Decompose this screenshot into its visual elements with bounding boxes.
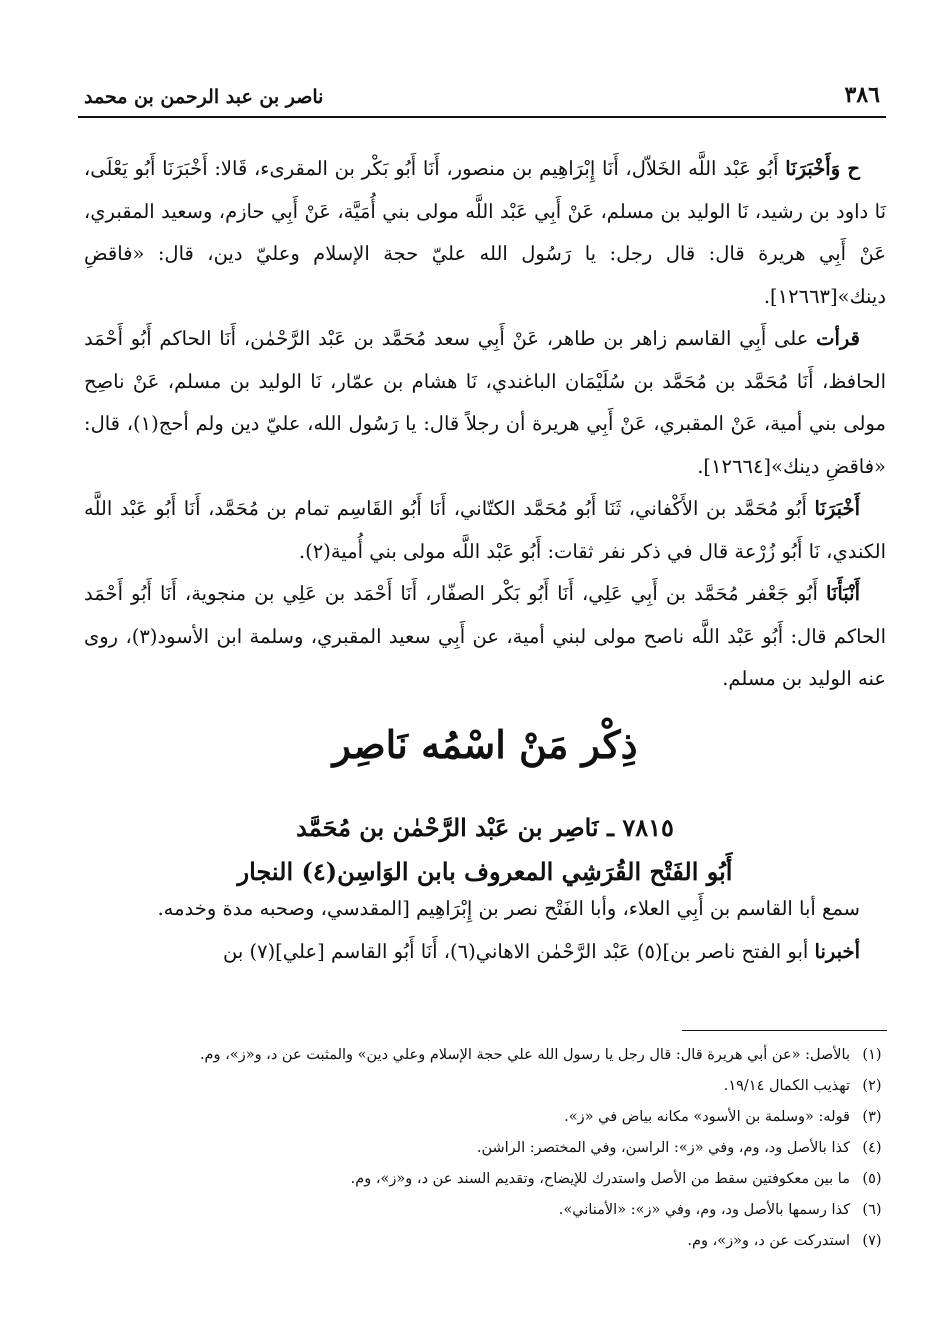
footnote xyxy=(94,1102,886,1133)
footnote-text: كذا بالأصل ود، وم، وفي «ز»: الراسن، وفي المختصر: الراشن. xyxy=(476,1140,850,1156)
footnote-number: (٥) xyxy=(862,1171,882,1187)
paragraph-lead: ح وَأَخْبَرَنَا xyxy=(785,157,860,180)
entry-heading-line2: أَبُو الفَتْح القُرَشِي المعروف بابن الوَاسِن(٤) النجار xyxy=(237,857,733,886)
bio-text: أبو الفتح ناصر بن](٥) عَبْد الرَّحْمٰن الاهاني(٦)، أَنَا أَبُو القاسم [علي](٧) بن xyxy=(223,939,815,963)
paragraph-text: أَبُو جَعْفر مُحَمَّد بن أَبِي عَلِي، أَنَا أَبُو بَكْر الصفّار، أَنَا أَحْمَد بن عَلِي بن منجوية، أَنَا أَبُو أَحْمَد الحاكم قال: أَبُو عَبْد اللَّه ناصح مولى لبني أمية، عن أَبِي سعيد المقبري، وسلمة ابن الأسود(٣)، روى عنه الوليد بن مسلم. xyxy=(84,582,886,690)
paragraph-text: أَبُو مُحَمَّد بن الأَكْفاني، ثَنَا أَبُو مُحَمَّد الكتّاني، أَنَا أَبُو القَاسِم تمام بن مُحَمَّد، أَنَا أَبُو عَبْد اللَّه الكندي، نَا أَبُو زُرْعة قال في ذكر نفر ثقات: أَبُو عَبْد اللَّه مولى بني أُمية(٢). xyxy=(84,497,886,563)
footnote xyxy=(94,1133,886,1164)
footnote xyxy=(94,1195,886,1226)
footnote-text: بالأصل: «عن أبي هريرة قال: قال رجل يا رسول الله علي حجة الإسلام وعلي دين» والمثبت عن د، و«ز»، وم. xyxy=(199,1047,850,1063)
paragraph-lead: أَخْبَرَنَا xyxy=(814,497,860,520)
main-text xyxy=(84,148,886,701)
bio-lead: أخبرنا xyxy=(814,939,860,963)
footnote-text: كذا رسمها بالأصل ود، وم، وفي «ز»: «الأمناني». xyxy=(558,1202,850,1218)
paragraph xyxy=(84,573,886,701)
page-number: ٣٨٦ xyxy=(844,82,880,108)
footnote-text: استدركت عن د، و«ز»، وم. xyxy=(687,1233,850,1249)
entry-biography xyxy=(84,888,886,973)
header-rule xyxy=(78,116,886,118)
paragraph-text: أَبُو عَبْد اللَّه الخَلاّل، أَنَا إِبْرَاهِيم بن منصور، أَنَا أَبُو بَكْر بن المقرىء، قَالا: أَخْبَرَنَا أَبُو يَعْلَى، نَا داود بن رشيد، نَا الوليد بن مسلم، عَنْ أَبِي عَبْد اللَّه مولى بني أُمَيَّة، عَنْ أَبِي حازم، وسعيد المقبري، عَنْ أَبِي هريرة قال: قال رجل: يا رَسُول الله عليّ حجة الإسلام وعليّ دين، قال: «فاقضِ دينك»[١٢٦٦٣]. xyxy=(84,157,886,308)
footnote-number: (٧) xyxy=(862,1233,882,1249)
paragraph-lead: قرأت xyxy=(816,327,860,350)
footnote-number: (٤) xyxy=(862,1140,882,1156)
running-title: ناصر بن عبد الرحمن بن محمد xyxy=(84,86,324,108)
footnote xyxy=(94,1071,886,1102)
bio-paragraph xyxy=(84,931,886,974)
page-header xyxy=(78,82,886,118)
footnote-rule xyxy=(682,1030,887,1031)
footnote-text: تهذيب الكمال ١٩/١٤. xyxy=(723,1078,850,1094)
footnote xyxy=(94,1226,886,1257)
paragraph-text: على أَبِي القاسم زاهر بن طاهر، عَنْ أَبِي سعد مُحَمَّد بن عَبْد الرَّحْمٰن، أَنَا الحاكم أَبُو أَحْمَد الحافظ، أَنَا مُحَمَّد بن مُحَمَّد بن سُلَيْمَان الباغندي، نَا هشام بن عمّار، نَا الوليد بن مسلم، عَنْ ناصِح مولى بني أمية، عَنْ المقبري، عَنْ أَبِي هريرة أن رجلاً قال: يا رَسُول الله، عليّ دين ولم أحج(١)، قال: «فاقضِ دينك»[١٢٦٦٤]. xyxy=(84,327,886,478)
paragraph xyxy=(84,318,886,488)
footnote-number: (١) xyxy=(862,1047,882,1063)
footnote xyxy=(94,1040,886,1071)
footnote-number: (٢) xyxy=(862,1078,882,1094)
paragraph-lead: أَنْبَأَنَا xyxy=(825,582,860,605)
section-title: ذِكْر مَنْ اسْمُه نَاصِر xyxy=(332,722,638,767)
bio-text: سمع أبا القاسم بن أَبِي العلاء، وأبا الفَتْح نصر بن إِبْرَاهِيم [المقدسي، وصحبه مدة وخدمه. xyxy=(157,897,860,920)
footnote-text: قوله: «وسلمة بن الأسود» مكانه بياض في «ز». xyxy=(564,1109,850,1125)
entry-heading-line1: ٧٨١٥ ـ نَاصِر بن عَبْد الرَّحْمٰن بن مُحَمَّد xyxy=(296,813,674,842)
footnotes xyxy=(94,1040,886,1257)
footnote-number: (٦) xyxy=(862,1202,882,1218)
footnote-text: ما بين معكوفتين سقط من الأصل واستدرك للإيضاح، وتقديم السند عن د، و«ز»، وم. xyxy=(350,1171,850,1187)
bio-paragraph xyxy=(84,888,886,931)
footnote xyxy=(94,1164,886,1195)
entry-heading xyxy=(84,806,886,894)
paragraph xyxy=(84,148,886,318)
footnote-number: (٣) xyxy=(862,1109,882,1125)
paragraph xyxy=(84,488,886,573)
